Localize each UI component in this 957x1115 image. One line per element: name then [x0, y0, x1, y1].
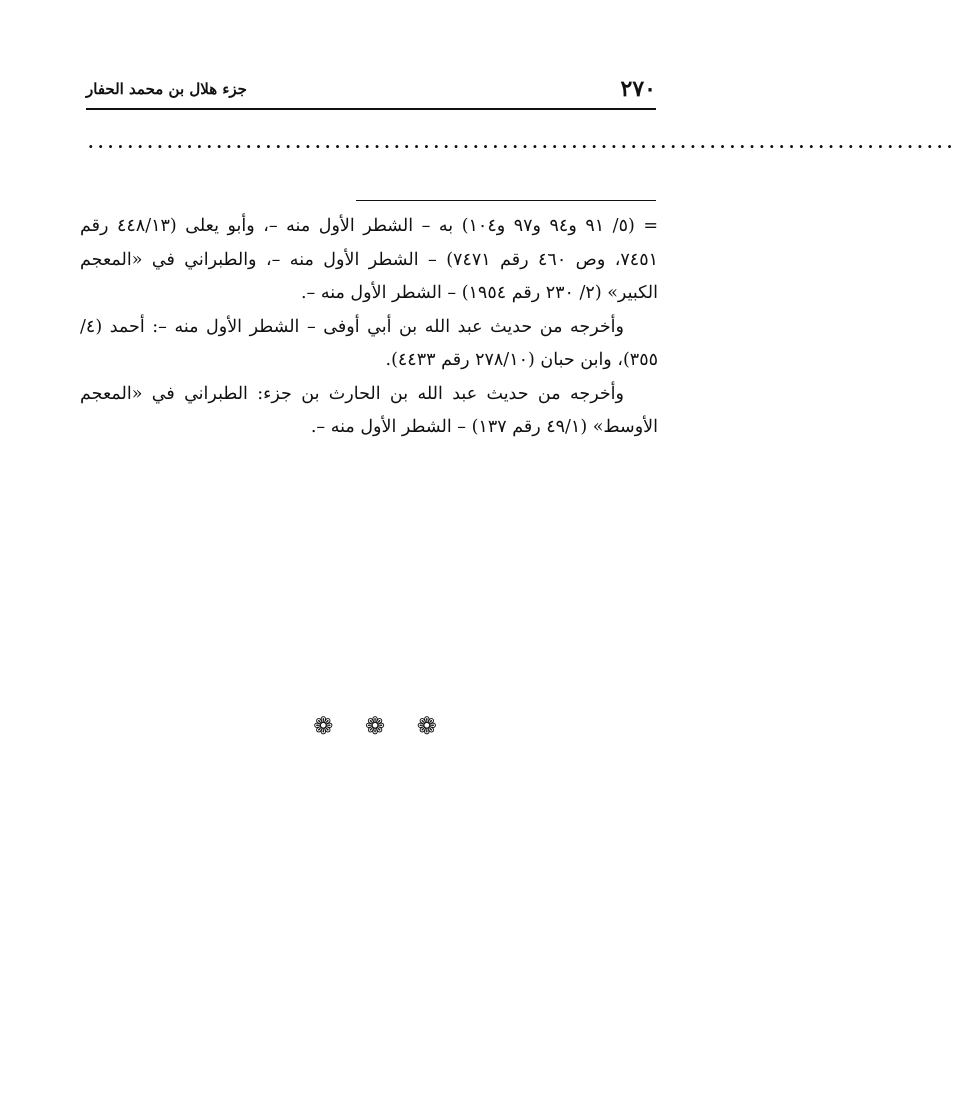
dotted-separator: ........................................................................................	[88, 133, 957, 152]
flower-ornament-icon: ❁	[364, 712, 398, 740]
footnote-paragraph: وأخرجه من حديث عبد الله بن الحارث بن جزء: الطبراني في «المعجم الأوسط» (٤٩/١ رقم ١٣٧) – الشطر الأول منه –.	[80, 383, 658, 437]
page-number: ٢٧٠	[620, 76, 656, 102]
footnote-paragraph: وأخرجه من حديث عبد الله بن أبي أوفى – الشطر الأول منه –: أحمد (٤/ ٣٥٥)، وابن حبان (٢٧٨/١٠ رقم ٤٤٣٣).	[80, 316, 658, 370]
flower-ornament-icon: ❁	[313, 712, 346, 740]
page-header	[86, 72, 656, 110]
ornament-divider	[0, 712, 762, 740]
footnote-rule	[356, 200, 656, 201]
flower-ornament-icon: ❁	[416, 712, 449, 740]
footnote-continuation: = (٥/ ٩١ و٩٤ و٩٧ و١٠٤) به – الشطر الأول منه –، وأبو يعلى (٤٤٨/١٣ رقم ٧٤٥١، وص ٤٦٠ رقم ٧٤٧١) – الشطر الأول منه –، والطبراني في «المعجم الكبير» (٢/ ٢٣٠ رقم ١٩٥٤) – الشطر الأول منه –.	[80, 216, 658, 303]
footnotes	[80, 210, 658, 445]
running-title: جزء هلال بن محمد الحفار	[86, 80, 247, 98]
